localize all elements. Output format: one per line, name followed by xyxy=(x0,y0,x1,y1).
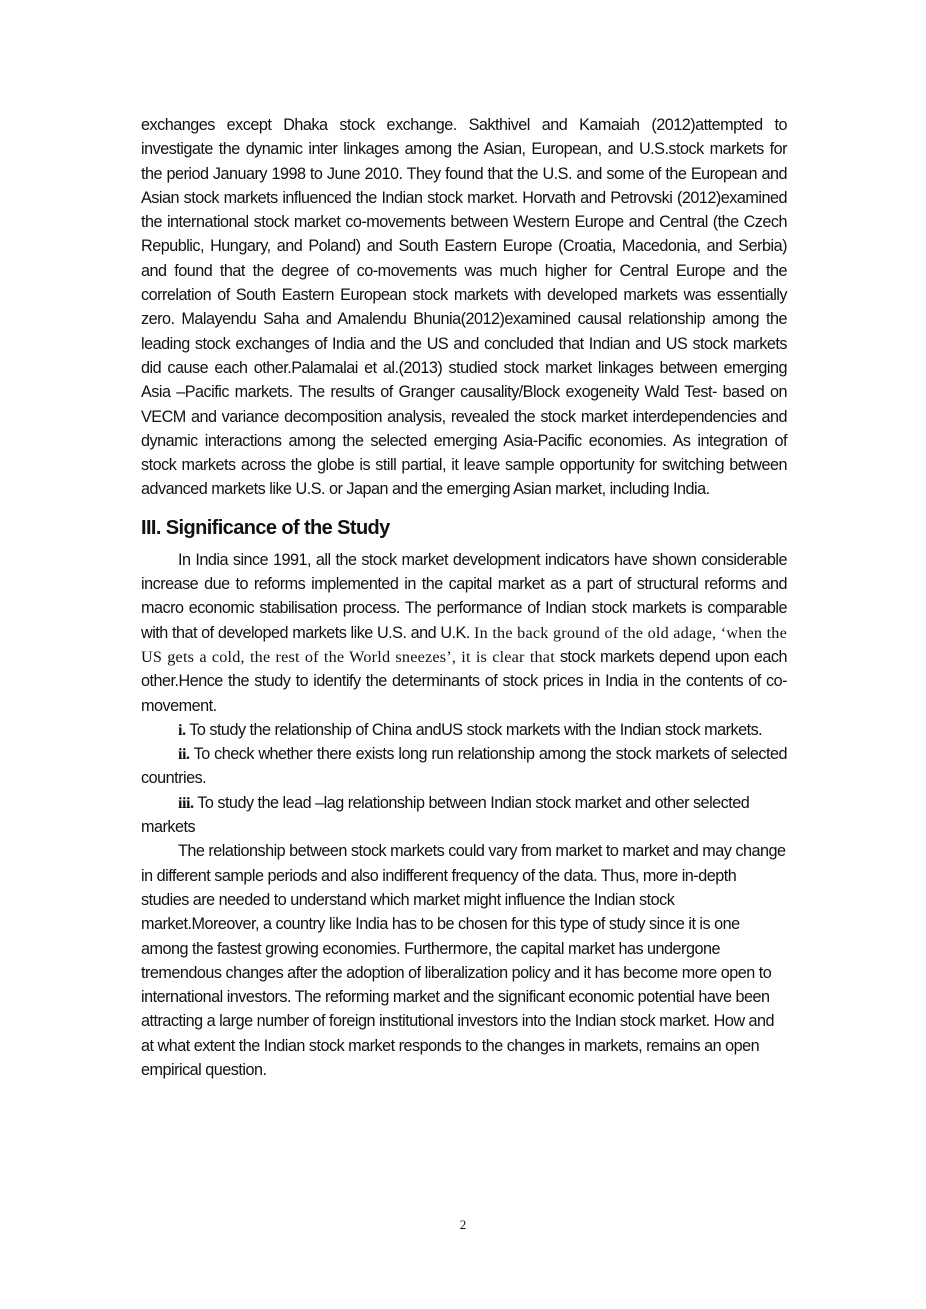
objective-number: iii. xyxy=(178,793,194,812)
objective-number: ii. xyxy=(178,745,190,764)
objective-item xyxy=(141,791,787,840)
page-number: 2 xyxy=(459,1217,467,1232)
objective-item xyxy=(141,718,787,742)
significance-text-2: stock markets depend upon each other.Hence the study to identify the determinants of stock prices in India in the contents of co-movement. xyxy=(141,647,788,715)
objective-number: i. xyxy=(178,720,186,739)
objective-text: To study the lead –lag relationship between Indian stock market and other selected markets xyxy=(141,793,750,837)
closing-paragraph: The relationship between stock markets could vary from market to market and may change in different sample periods and also indifferent frequency of the data. Thus, more in-depth studies are needed to understand which market might influence the Indian stock market.Moreover, a country like India has to be chosen for this type of study since it is one among the fastest growing economies. Furthermore, the capital market has undergone tremendous changes after the adoption of liberalization policy and it has become more open to international investors. The reforming market and the significant economic potential have been attracting a large number of foreign institutional investors into the Indian stock market. How and at what extent the Indian stock market responds to the changes in markets, remains an open empirical question. xyxy=(141,842,786,1079)
significance-text-1: In India since 1991, all the stock market development indicators have shown considerable increase due to reforms implemented in the capital market as a part of structural reforms and macro economic stabilisation process. The performance of Indian stock markets is comparable with that of developed markets like U.S. and U.K. xyxy=(141,550,787,642)
significance-quote: In the back ground of the old adage, ‘when the US gets a cold, the rest of the World sneezes’, it is clear that xyxy=(141,623,787,666)
significance-paragraph xyxy=(141,548,787,718)
document-body xyxy=(141,113,787,1082)
objective-text: To study the relationship of China andUS stock markets with the Indian stock markets. xyxy=(185,720,763,739)
intro-paragraph: exchanges except Dhaka stock exchange. Sakthivel and Kamaiah (2012)attempted to investigate the dynamic inter linkages among the Asian, European, and U.S.stock markets for the period January 1998 to June 2010. They found that the U.S. and some of the European and Asian stock markets influenced the Indian stock market. Horvath and Petrovski (2012)examined the international stock market co-movements between Western Europe and Central (the Czech Republic, Hungary, and Poland) and South Eastern Europe (Croatia, Macedonia, and Serbia) and found that the degree of co-movements was much higher for Central Europe and the correlation of South Eastern European stock markets with developed markets was essentially zero. Malayendu Saha and Amalendu Bhunia(2012)examined causal relationship among the leading stock exchanges of India and the US and concluded that Indian and US stock markets did cause each other.Palamalai et al.(2013) studied stock market linkages between emerging Asia –Pacific markets. The results of Granger causality/Block exogeneity Wald Test- based on VECM and variance decomposition analysis, revealed the stock market interdependencies and dynamic interactions among the selected emerging Asia-Pacific economies. As integration of stock markets across the globe is still partial, it leave sample opportunity for switching between advanced markets like U.S. or Japan and the emerging Asian market, including India. xyxy=(141,116,787,499)
objective-item xyxy=(141,742,787,791)
objective-text: To check whether there exists long run relationship among the stock markets of selected countries. xyxy=(141,745,787,788)
section-heading: III. Significance of the Study xyxy=(141,516,390,539)
